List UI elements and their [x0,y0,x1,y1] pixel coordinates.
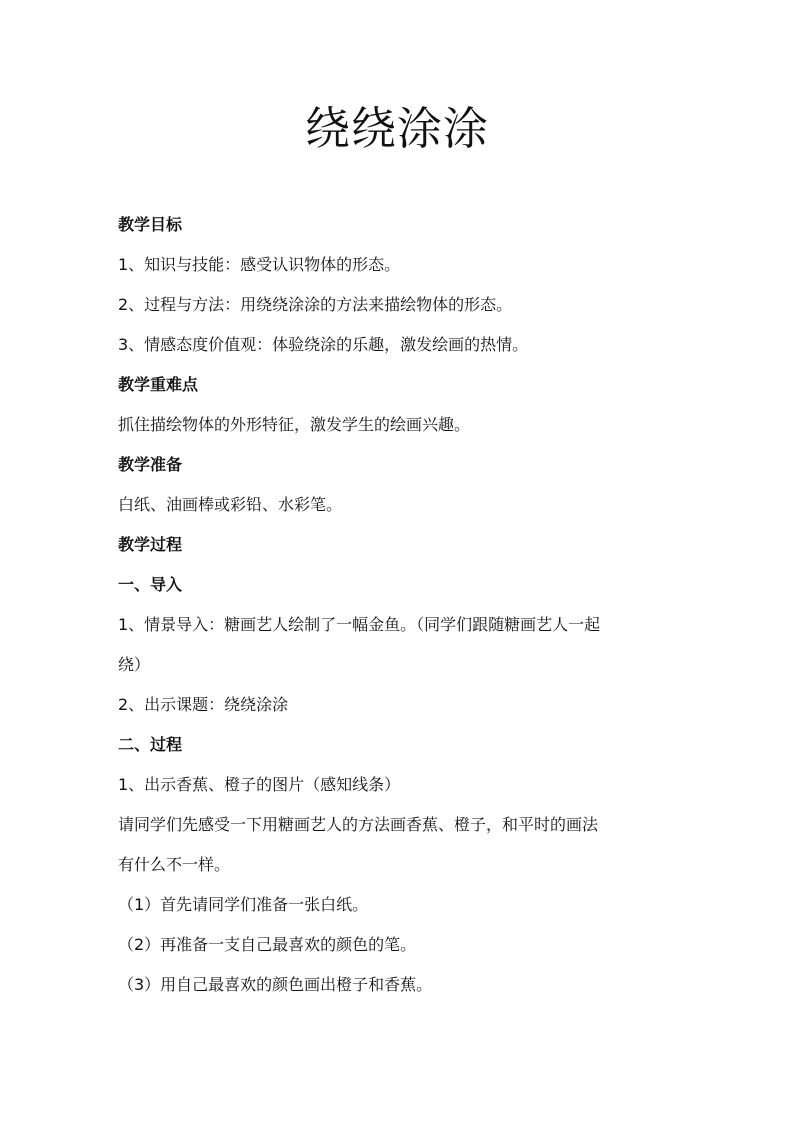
subheading-process: 二、过程 [118,735,183,754]
introduction-step-2: 2、出示课题：绕绕涂涂 [118,695,289,714]
section-heading-key-points: 教学重难点 [118,375,199,394]
section-heading-objectives: 教学目标 [118,215,183,234]
objective-2: 2、过程与方法：用绕绕涂涂的方法来描绘物体的形态。 [118,295,513,314]
objective-3: 3、情感态度价值观：体验绕涂的乐趣，激发绘画的热情。 [118,335,529,354]
process-paragraph-line-1: 请同学们先感受一下用糖画艺人的方法画香蕉、橙子，和平时的画法 [118,815,599,834]
preparation-text: 白纸、油画棒或彩铅、水彩笔。 [118,495,343,514]
document-title: 绕绕涂涂 [304,102,489,155]
process-paragraph-line-2: 有什么不一样。 [118,855,231,874]
process-step-1: 1、出示香蕉、橙子的图片（感知线条） [118,775,401,794]
process-substep-3: （3）用自己最喜欢的颜色画出橙子和香蕉。 [118,975,433,994]
key-points-text: 抓住描绘物体的外形特征，激发学生的绘画兴趣。 [118,415,471,434]
introduction-step-1-line-2: 绕） [118,655,151,674]
subheading-introduction: 一、导入 [118,575,183,594]
section-heading-process: 教学过程 [118,535,183,554]
section-heading-preparation: 教学准备 [118,455,183,474]
introduction-step-1-line-1: 1、情景导入：糖画艺人绘制了一幅金鱼。（同学们跟随糖画艺人一起 [118,615,601,634]
process-substep-2: （2）再准备一支自己最喜欢的颜色的笔。 [118,935,417,954]
document-body [118,205,678,1005]
process-substep-1: （1）首先请同学们准备一张白纸。 [118,895,369,914]
objective-1: 1、知识与技能：感受认识物体的形态。 [118,255,401,274]
